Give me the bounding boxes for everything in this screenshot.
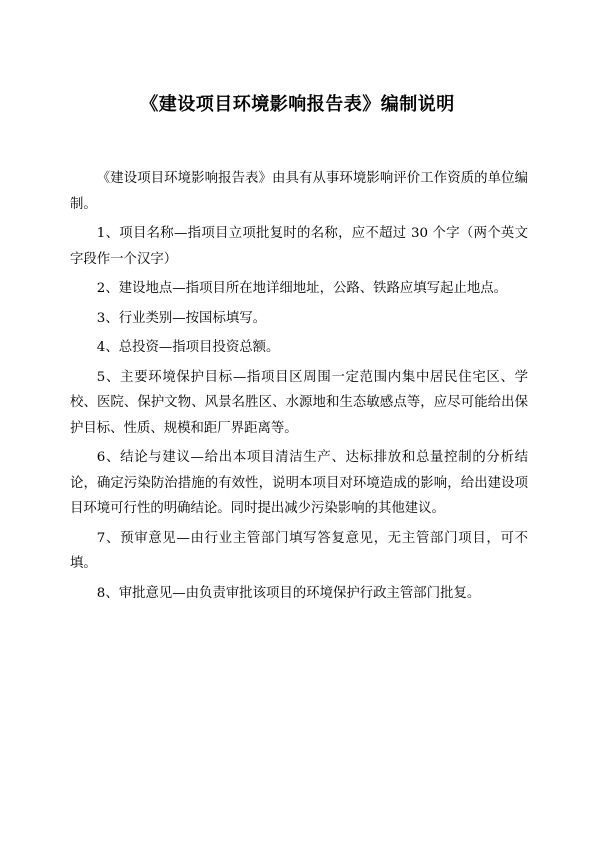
paragraph-item-4: 4、总投资—指项目投资总额。 — [96, 340, 280, 355]
paragraph-item-1: 1、项目名称—指项目立项批复时的名称，应不超过 30 个字（两个英文字段作一个汉字） — [70, 226, 528, 267]
page-title: 《建设项目环境影响报告表》编制说明 — [140, 94, 455, 115]
paragraph-item-8: 8、审批意见—由负责审批该项目的环境保护行政主管部门批复。 — [96, 585, 481, 601]
paragraph-item-7: 7、预审意见—由行业主管部门填写答复意见，无主管部门项目，可不填。 — [70, 530, 528, 571]
paragraph-item-3: 3、行业类别—按国标填写。 — [96, 310, 267, 326]
paragraph-item-2: 2、建设地点—指项目所在地详细地址，公路、铁路应填写起止地点。 — [96, 281, 508, 296]
paragraph-item-6: 6、结论与建议—给出本项目清洁生产、达标排放和总量控制的分析结论，确定污染防治措施的有效性，说明本项目对环境造成的影响，给出建设项目环境可行性的明确结论。同时提出减少污染影响的其他建议。 — [70, 450, 528, 516]
document-body — [70, 166, 528, 610]
paragraph-item-5: 5、主要环境保护目标—指项目区周围一定范围内集中居民住宅区、学校、医院、保护文物、风景名胜区、水源地和生态敏感点等，应尽可能给出保护目标、性质、规模和距厂界距离等。 — [70, 369, 528, 436]
paragraph-intro: 《建设项目环境影响报告表》由具有从事环境影响评价工作资质的单位编制。 — [70, 171, 528, 212]
